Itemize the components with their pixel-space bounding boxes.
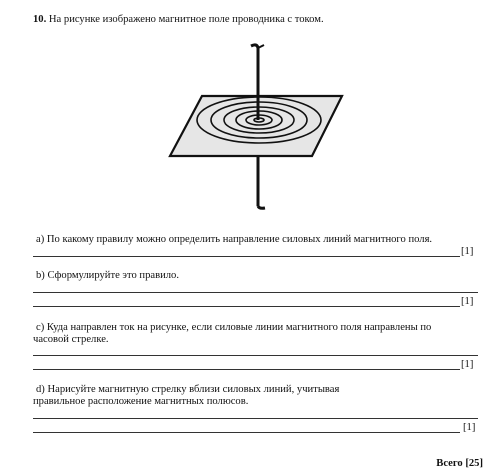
answer-line-c1[interactable] <box>33 355 478 356</box>
wire-top-hook <box>251 45 258 48</box>
magnetic-field-figure <box>166 38 348 220</box>
answer-line-a1[interactable] <box>33 256 460 257</box>
part-c-text-line2: часовой стрелке. <box>33 334 109 345</box>
plane <box>170 96 342 156</box>
answer-line-b2[interactable] <box>33 306 460 307</box>
answer-line-c2[interactable] <box>33 369 460 370</box>
part-a-mark: [1] <box>461 246 474 257</box>
question-text: На рисунке изображено магнитное поле проводника с током. <box>48 14 324 25</box>
total-marks: Всего [25] <box>436 458 483 469</box>
question-header <box>33 14 324 26</box>
part-c-text-line1: c) Куда направлен ток на рисунке, если силовые линии магнитного поля направлены по <box>36 322 432 333</box>
answer-line-b1[interactable] <box>33 292 478 293</box>
answer-line-d1[interactable] <box>33 418 478 419</box>
part-d-mark: [1] <box>463 422 476 433</box>
part-c-mark: [1] <box>461 359 474 370</box>
question-number: 10. <box>33 14 47 25</box>
part-b-text: b) Сформулируйте это правило. <box>36 270 179 281</box>
part-a-text: а) По какому правилу можно определить направление силовых линий магнитного поля. <box>36 234 433 245</box>
part-b-mark: [1] <box>461 296 474 307</box>
wire-bottom-hook <box>258 206 265 208</box>
answer-line-d2[interactable] <box>33 432 460 433</box>
part-d-text-line2: правильное расположение магнитных полюсов. <box>33 396 249 407</box>
part-d-text-line1: d) Нарисуйте магнитную стрелку вблизи силовых линий, учитывая <box>36 384 340 395</box>
